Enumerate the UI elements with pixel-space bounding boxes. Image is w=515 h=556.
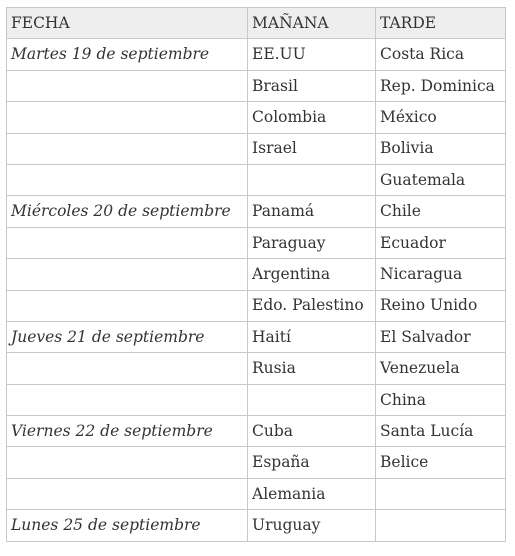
header-fecha: FECHA [7, 8, 248, 39]
table-header-row [7, 8, 506, 39]
table-row [7, 478, 506, 509]
date-cell [7, 447, 248, 478]
table-row [7, 196, 506, 227]
table-row [7, 70, 506, 101]
table-row [7, 102, 506, 133]
table-row [7, 510, 506, 541]
date-cell: Miércoles 20 de septiembre [7, 196, 248, 227]
date-cell [7, 259, 248, 290]
morning-cell: Argentina [248, 259, 376, 290]
morning-cell: Edo. Palestino [248, 290, 376, 321]
morning-cell: Rusia [248, 353, 376, 384]
afternoon-cell [376, 510, 506, 541]
morning-cell: Panamá [248, 196, 376, 227]
morning-cell: Alemania [248, 478, 376, 509]
table-row [7, 353, 506, 384]
table-row [7, 290, 506, 321]
morning-cell: EE.UU [248, 39, 376, 70]
morning-cell: Paraguay [248, 227, 376, 258]
date-cell: Viernes 22 de septiembre [7, 416, 248, 447]
morning-cell [248, 384, 376, 415]
date-cell [7, 478, 248, 509]
date-cell [7, 102, 248, 133]
morning-cell: Haití [248, 321, 376, 352]
morning-cell: Cuba [248, 416, 376, 447]
afternoon-cell: Venezuela [376, 353, 506, 384]
date-cell: Martes 19 de septiembre [7, 39, 248, 70]
header-tarde: TARDE [376, 8, 506, 39]
afternoon-cell: Rep. Dominica [376, 70, 506, 101]
date-cell [7, 133, 248, 164]
afternoon-cell: El Salvador [376, 321, 506, 352]
table-row [7, 321, 506, 352]
afternoon-cell: Bolivia [376, 133, 506, 164]
date-cell [7, 227, 248, 258]
afternoon-cell: Chile [376, 196, 506, 227]
afternoon-cell: Ecuador [376, 227, 506, 258]
morning-cell: Colombia [248, 102, 376, 133]
table-row [7, 39, 506, 70]
afternoon-cell: Nicaragua [376, 259, 506, 290]
morning-cell: Israel [248, 133, 376, 164]
date-cell [7, 70, 248, 101]
morning-cell: Uruguay [248, 510, 376, 541]
table-row [7, 133, 506, 164]
table-row [7, 447, 506, 478]
morning-cell: Brasil [248, 70, 376, 101]
date-cell [7, 384, 248, 415]
afternoon-cell: Belice [376, 447, 506, 478]
afternoon-cell [376, 478, 506, 509]
afternoon-cell: Costa Rica [376, 39, 506, 70]
table-row [7, 164, 506, 195]
afternoon-cell: Santa Lucía [376, 416, 506, 447]
date-cell: Lunes 25 de septiembre [7, 510, 248, 541]
afternoon-cell: Guatemala [376, 164, 506, 195]
table-row [7, 227, 506, 258]
afternoon-cell: México [376, 102, 506, 133]
afternoon-cell: Reino Unido [376, 290, 506, 321]
date-cell: Jueves 21 de septiembre [7, 321, 248, 352]
date-cell [7, 164, 248, 195]
morning-cell: España [248, 447, 376, 478]
table-row [7, 259, 506, 290]
afternoon-cell: China [376, 384, 506, 415]
morning-cell [248, 164, 376, 195]
table-row [7, 384, 506, 415]
date-cell [7, 290, 248, 321]
table-row [7, 416, 506, 447]
date-cell [7, 353, 248, 384]
header-manana: MAÑANA [248, 8, 376, 39]
schedule-table [6, 7, 506, 542]
